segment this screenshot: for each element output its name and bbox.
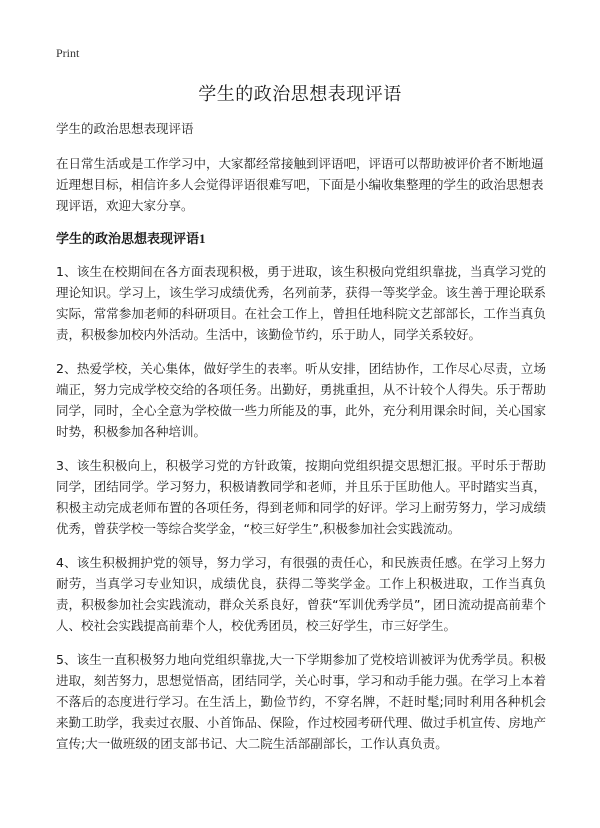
comment-paragraph-5: 5、该生一直积极努力地向党组织靠拢,大一下学期参加了党校培训被评为优秀学员。积极进取，刻苦努力，思想觉悟高，团结同学，关心时事，学习和动手能力强。在学习上本着不落后的态度进行学习。在生活上，勤俭节约，不穿名牌，不赶时髦;同时利用各种机会来勤工助学，我卖过衣服、小首饰品、保险，作过校园考研代理、做过手机宣传、房地产宣传;大一做班级的团支部书记、大二院生活部副部长，工作认真负责。 [56,652,546,751]
section-heading: 学生的政治思想表现评语1 [56,231,206,246]
print-link[interactable]: Print [56,46,80,60]
document-subtitle: 学生的政治思想表现评语 [56,121,194,136]
comment-paragraph-1: 1、该生在校期间在各方面表现积极，勇于进取，该生积极向党组织靠拢，当真学习党的理论知识。学习上，该生学习成绩优秀，名列前茅，获得一等奖学金。该生善于理论联系实际，常常参加老师的科研项目。在社会工作上，曾担任地科院文艺部部长，工作当真负责，积极参加校内外活动。生活中，该勤俭节约，乐于助人，同学关系较好。 [56,264,546,342]
document-title: 学生的政治思想表现评语 [198,84,402,105]
comment-paragraph-3: 3、该生积极向上，积极学习党的方针政策，按期向党组织提交思想汇报。平时乐于帮助同学，团结同学。学习努力，积极请教同学和老师，并且乐于匡助他人。平时踏实当真，积极主动完成老师布置的各项任务，得到老师和同学的好评。学习上耐劳努力，学习成绩优秀，曾获学校一等综合奖学金，“校三好学生”,积极参加社会实践流动。 [56,458,546,536]
comment-paragraph-2: 2、热爱学校，关心集体，做好学生的表率。听从安排，团结协作，工作尽心尽责，立场端正，努力完成学校交给的各项任务。出勤好，勇挑重担，从不计较个人得失。乐于帮助同学，同时，全心全意为学校做一些力所能及的事，此外，充分利用课余时间，关心国家时势，积极参加各种培训。 [56,361,546,439]
comment-paragraph-4: 4、该生积极拥护党的领导，努力学习，有很强的责任心，和民族责任感。在学习上努力耐劳，当真学习专业知识，成绩优良，获得二等奖学金。工作上积极进取，工作当真负责，积极参加社会实践流动，群众关系良好，曾获“军训优秀学员”，团日流动提高前辈个人、校社会实践提高前辈个人，校优秀团员，校三好学生，市三好学生。 [56,555,546,633]
intro-paragraph: 在日常生活或是工作学习中，大家都经常接触到评语吧，评语可以帮助被评价者不断地逼近理想目标，相信许多人会觉得评语很难写吧，下面是小编收集整理的学生的政治思想表现评语，欢迎大家分享。 [56,156,544,213]
document-body [56,118,546,767]
